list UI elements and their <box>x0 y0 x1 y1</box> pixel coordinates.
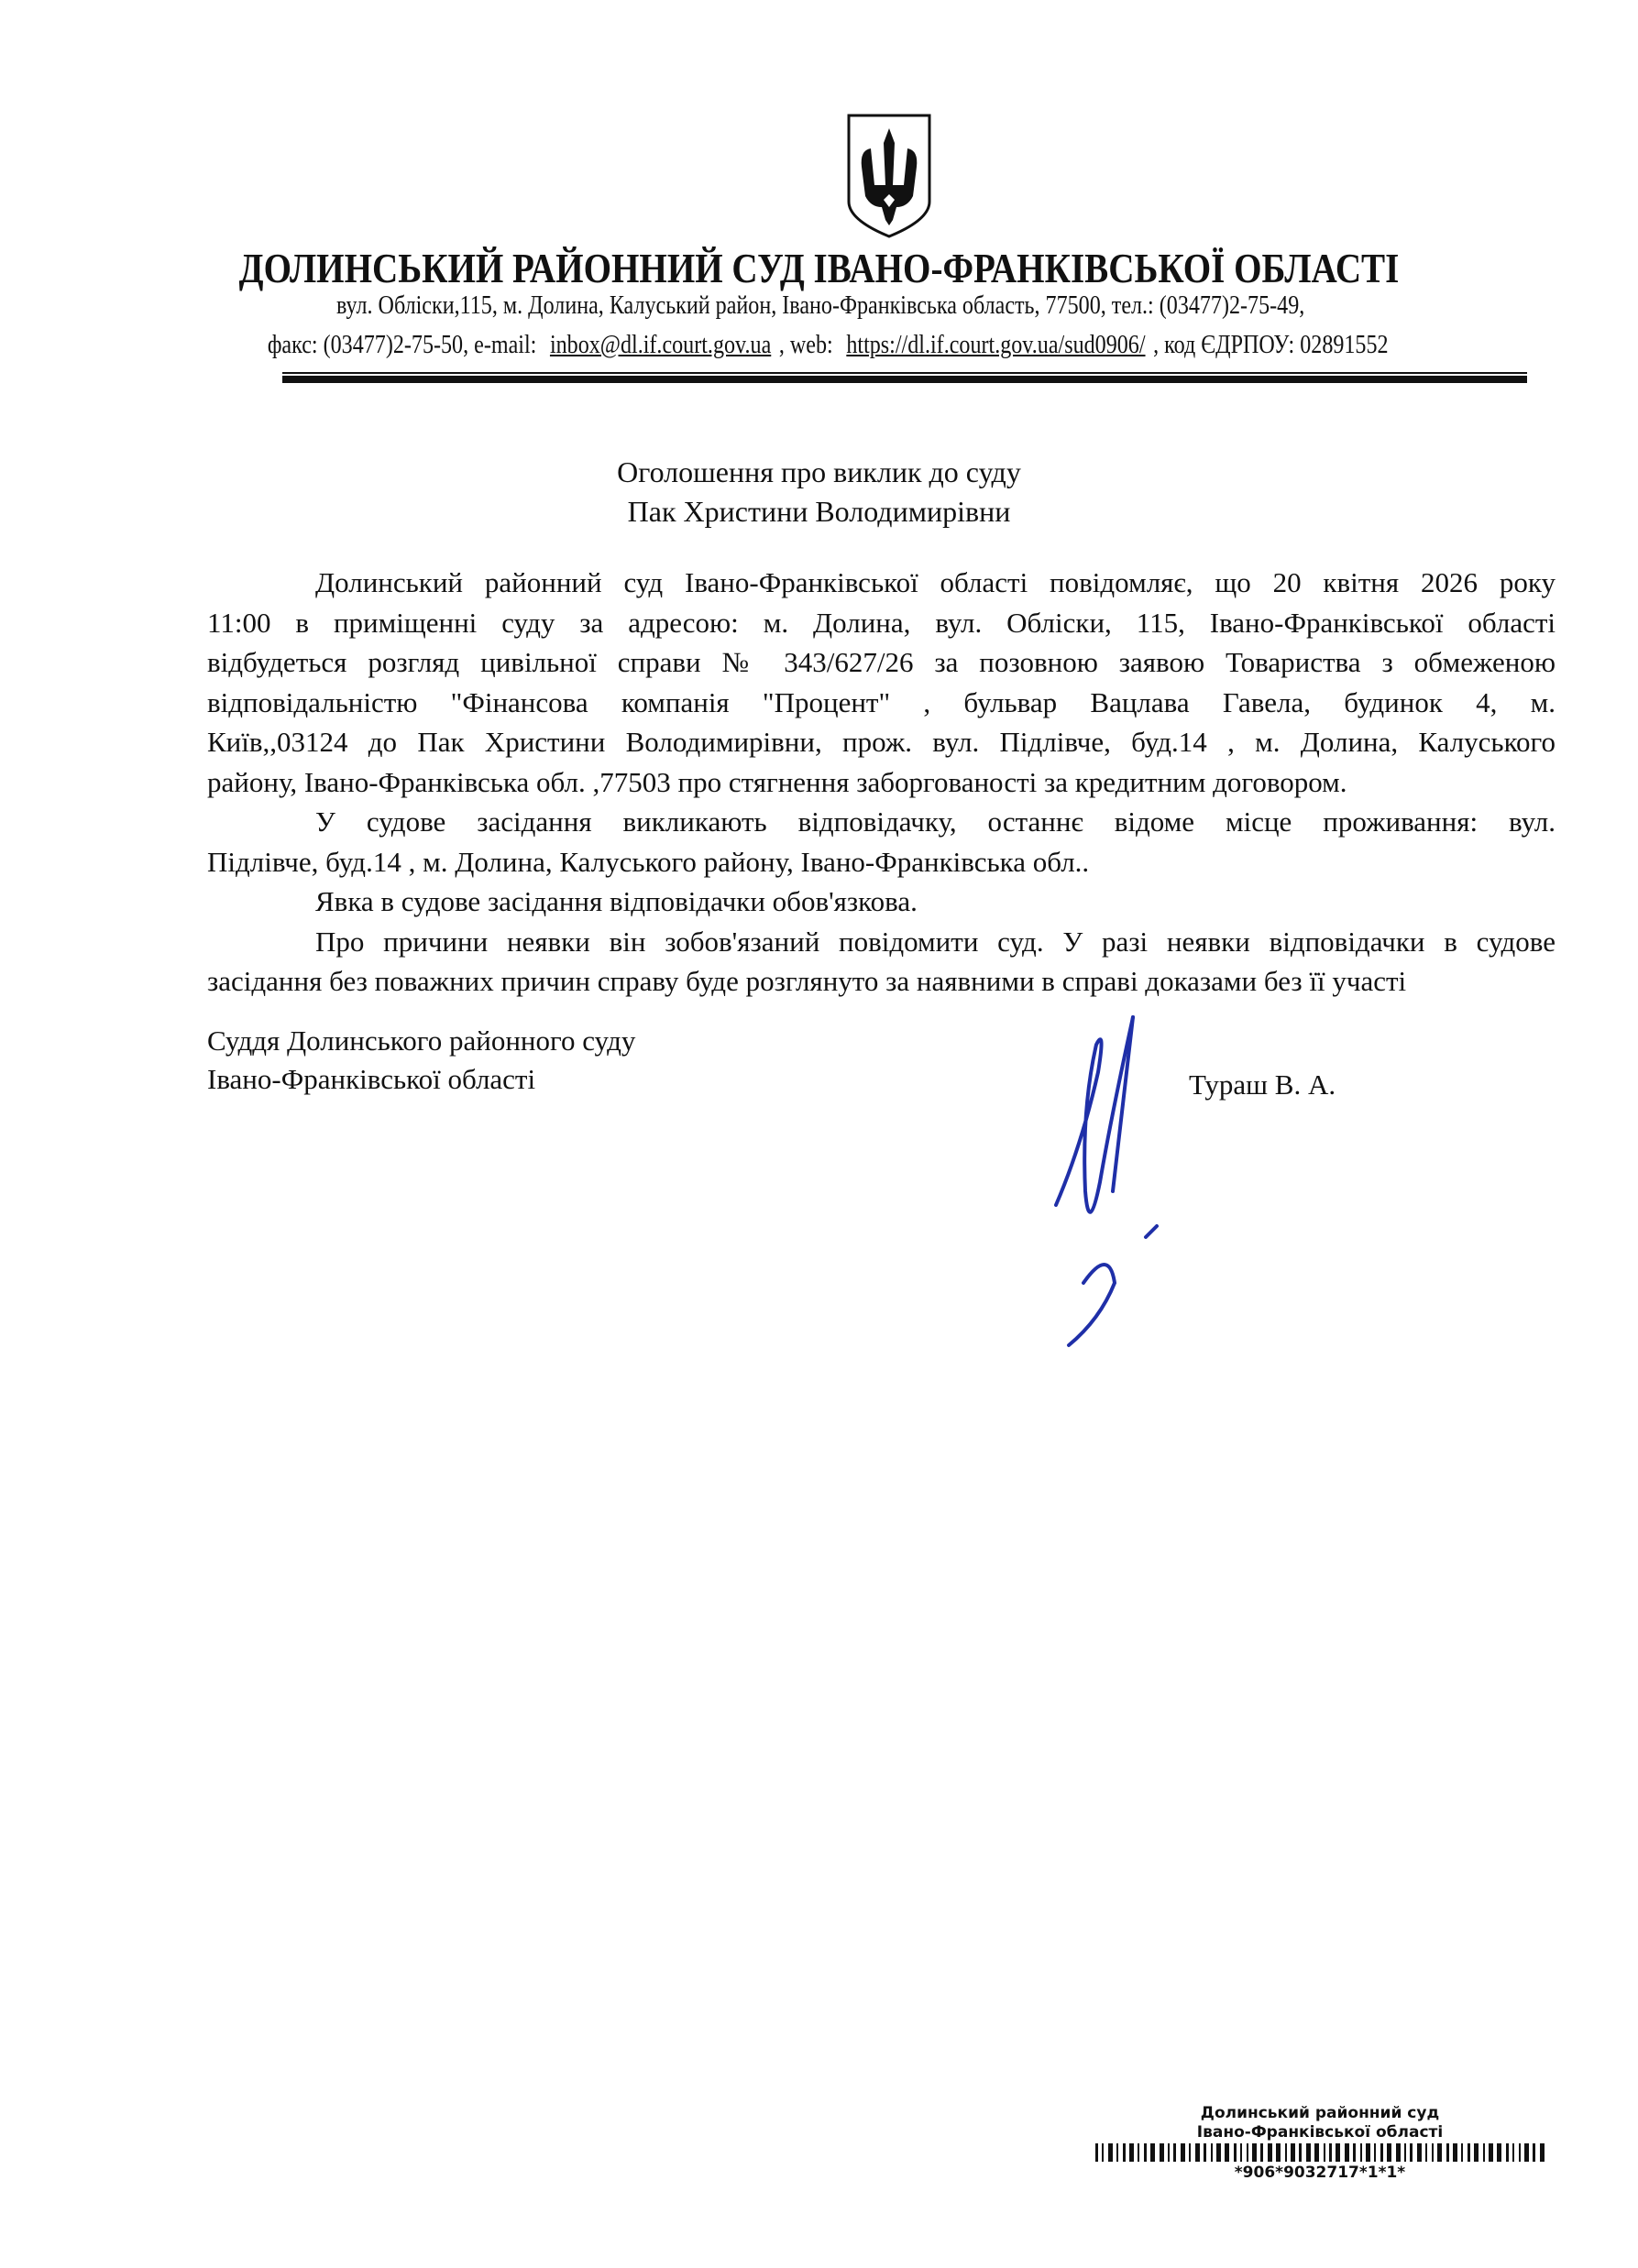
barcode-bar <box>1108 2143 1113 2162</box>
barcode-bar <box>1324 2143 1325 2162</box>
barcode-bar <box>1095 2143 1098 2162</box>
handwritten-signature <box>1045 1008 1210 1356</box>
stamp-court-name: Долинський районний суд <box>1200 2104 1440 2122</box>
barcode-bar <box>1519 2143 1521 2162</box>
barcode-bar <box>1497 2143 1501 2162</box>
website-link[interactable]: https://dl.if.court.gov.ua/sud0906/ <box>845 331 1146 359</box>
announcement-body <box>207 563 1556 1002</box>
barcode-bar <box>1489 2143 1493 2162</box>
barcode-bar <box>1417 2143 1422 2162</box>
announcement-person: Пак Христини Володимирівни <box>627 495 1011 528</box>
barcode-bar <box>1512 2143 1514 2162</box>
barcode-bar <box>1260 2143 1263 2162</box>
barcode-bar <box>1247 2143 1248 2162</box>
court-name: ДОЛИНСЬКИЙ РАЙОННИЙ СУД ІВАНО-ФРАНКІВСЬКОЇ ОБЛАСТІ <box>238 245 1400 291</box>
barcode-bar <box>1336 2143 1340 2162</box>
barcode-bar <box>1173 2143 1176 2162</box>
web-label: , web: <box>778 331 839 359</box>
fax-text: факс: (03477)2-75-50, e-mail: <box>267 331 542 359</box>
barcode-bar <box>1453 2143 1457 2162</box>
body-line: відбудеться розгляд цивільної справи № 343/627/26 за позовною заявою Товариства з обмеженою <box>207 646 1556 678</box>
barcode-bar <box>1474 2143 1479 2162</box>
barcode-bar <box>1299 2143 1302 2162</box>
barcode-bar <box>1506 2143 1509 2162</box>
barcode-bar <box>1461 2143 1463 2162</box>
barcode <box>1095 2143 1545 2162</box>
barcode-bar <box>1211 2143 1213 2162</box>
barcode-bar <box>1268 2143 1272 2162</box>
barcode-bar <box>1181 2143 1185 2162</box>
barcode-bar <box>1404 2143 1406 2162</box>
barcode-bar <box>1329 2143 1332 2162</box>
barcode-bar <box>1366 2143 1370 2162</box>
barcode-bar <box>1252 2143 1257 2162</box>
court-address: вул. Обліски,115, м. Долина, Калуський район, Івано-Франківська область, 77500, тел.: (03477)2-75-49, <box>336 291 1305 320</box>
barcode-bar <box>1225 2143 1229 2162</box>
registration-stamp <box>1095 2104 1545 2183</box>
email-link[interactable]: inbox@dl.if.court.gov.ua <box>549 331 771 359</box>
barcode-bar <box>1540 2143 1545 2162</box>
barcode-number: *906*9032717*1*1* <box>1234 2164 1406 2182</box>
barcode-bar <box>1204 2143 1206 2162</box>
announcement-title: Оголошення про виклик до суду <box>617 455 1021 488</box>
barcode-bar <box>1437 2143 1442 2162</box>
barcode-bar <box>1345 2143 1349 2162</box>
body-line: У судове засідання викликають відповідачку, останнє відоме місце проживання: вул. <box>315 805 1556 838</box>
barcode-bar <box>1285 2143 1287 2162</box>
barcode-bar <box>1102 2143 1104 2162</box>
body-line: Явка в судове засідання відповідачки обов'язкова. <box>315 885 918 917</box>
barcode-bar <box>1524 2143 1529 2162</box>
body-line: Про причини неявки він зобов'язаний повідомити суд. У разі неявки відповідачки в судове <box>315 925 1556 958</box>
body-line: району, Івано-Франківська обл. ,77503 про стягнення заборгованості за кредитним договором. <box>207 765 1347 798</box>
judge-name: Тураш В. А. <box>1189 1068 1336 1101</box>
body-line: Київ,,03124 до Пак Христини Володимирівни, прож. вул. Підлівче, буд.14 , м. Долина, Калуського <box>207 726 1556 758</box>
barcode-bar <box>1189 2143 1191 2162</box>
body-line: відповідальністю "Фінансова компанія "Процент" , бульвар Вацлава Гавела, будинок 4, м. <box>207 685 1556 718</box>
barcode-bar <box>1138 2143 1139 2162</box>
barcode-bar <box>1129 2143 1134 2162</box>
barcode-bar <box>1396 2143 1401 2162</box>
judge-position-line: Івано-Франківської області <box>207 1063 536 1095</box>
judge-position <box>207 1022 635 1099</box>
barcode-bar <box>1306 2143 1311 2162</box>
barcode-bar <box>1432 2143 1434 2162</box>
barcode-bar <box>1216 2143 1221 2162</box>
barcode-bar <box>1446 2143 1449 2162</box>
barcode-bar <box>1360 2143 1362 2162</box>
barcode-bar <box>1160 2143 1164 2162</box>
barcode-bar <box>1533 2143 1535 2162</box>
barcode-bar <box>1483 2143 1485 2162</box>
body-line: засідання без поважних причин справу буде розглянуто за наявними в справі доказами без її участі <box>207 965 1407 997</box>
barcode-bar <box>1276 2143 1281 2162</box>
judge-position-line: Суддя Долинського районного суду <box>207 1024 636 1057</box>
header-divider <box>282 372 1527 385</box>
barcode-bar <box>1291 2143 1295 2162</box>
body-line: 11:00 в приміщенні суду за адресою: м. Долина, вул. Обліски, 115, Івано-Франківської області <box>207 606 1556 639</box>
body-line: Підлівче, буд.14 , м. Долина, Калуського району, Івано-Франківська обл.. <box>207 845 1090 878</box>
barcode-bar <box>1387 2143 1391 2162</box>
stamp-region: Івано-Франківської області <box>1196 2123 1444 2142</box>
barcode-bar <box>1116 2143 1118 2162</box>
barcode-bar <box>1468 2143 1470 2162</box>
barcode-bar <box>1240 2143 1242 2162</box>
barcode-bar <box>1234 2143 1237 2162</box>
barcode-bar <box>1380 2143 1383 2162</box>
barcode-bar <box>1195 2143 1200 2162</box>
body-line: Долинський районний суд Івано-Франківської області повідомляє, що 20 квітня 2026 року <box>315 566 1556 598</box>
coat-of-arms-icon <box>843 112 935 240</box>
barcode-bar <box>1168 2143 1170 2162</box>
barcode-bar <box>1425 2143 1427 2162</box>
barcode-bar <box>1314 2143 1319 2162</box>
barcode-bar <box>1123 2143 1126 2162</box>
barcode-bar <box>1410 2143 1413 2162</box>
barcode-bar <box>1374 2143 1376 2162</box>
barcode-bar <box>1144 2143 1147 2162</box>
barcode-bar <box>1150 2143 1155 2162</box>
court-contacts <box>0 331 1638 360</box>
edrpou-code: , код ЄДРПОУ: 02891552 <box>1152 331 1389 359</box>
barcode-bar <box>1353 2143 1356 2162</box>
